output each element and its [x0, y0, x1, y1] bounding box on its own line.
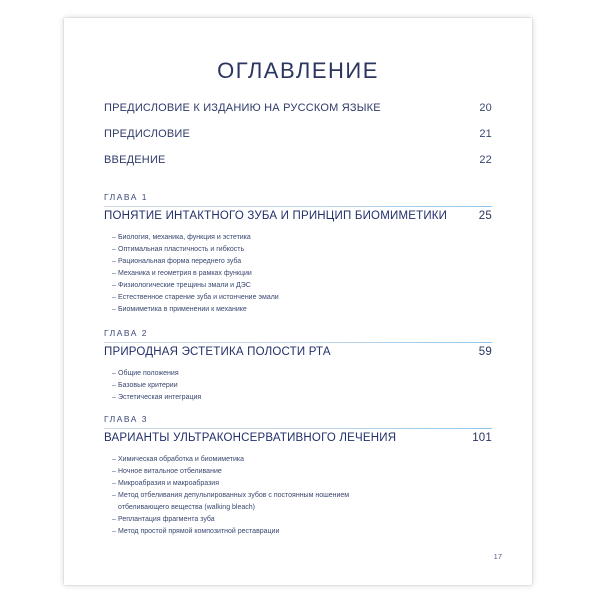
list-item[interactable]: – Естественное старение зуба и истончение эмали: [112, 294, 279, 301]
list-item[interactable]: – Рациональная форма переднего зуба: [112, 258, 242, 265]
list-item[interactable]: – Ночное витальное отбеливание: [112, 468, 222, 475]
list-item[interactable]: – Оптимальная пластичность и гибкость: [112, 246, 245, 253]
chapter-divider: [104, 342, 492, 343]
page-title: ОГЛАВЛЕНИЕ: [217, 58, 379, 83]
toc-entry-page: 22: [479, 154, 492, 166]
chapter-title-row[interactable]: [104, 346, 492, 358]
chapter-label: ГЛАВА 1: [104, 192, 149, 202]
chapter-divider: [104, 206, 492, 207]
chapter-section-list: [112, 368, 492, 404]
chapter-title: ВАРИАНТЫ УЛЬТРАКОНСЕРВАТИВНОГО ЛЕЧЕНИЯ: [104, 432, 397, 444]
chapter-2: [104, 328, 492, 404]
chapter-page: 25: [478, 210, 492, 222]
toc-entry-foreword[interactable]: [104, 128, 492, 140]
list-item[interactable]: – Биология, механика, функция и эстетика: [112, 234, 251, 241]
chapter-section-list: [112, 454, 492, 538]
chapter-label: ГЛАВА 2: [104, 328, 149, 338]
toc-entry-page: 21: [479, 128, 492, 140]
document-page: [64, 18, 532, 585]
toc-entry-label: ВВЕДЕНИЕ: [104, 154, 166, 166]
list-item[interactable]: – Общие положения: [112, 370, 179, 377]
toc-entry-label: ПРЕДИСЛОВИЕ: [104, 128, 191, 140]
chapter-title-row[interactable]: [104, 210, 492, 222]
chapter-3: [104, 414, 492, 538]
list-item[interactable]: – Механика и геометрия в рамках функции: [112, 270, 252, 277]
list-item[interactable]: отбеливающего вещества (walking bleach): [118, 504, 255, 511]
list-item[interactable]: – Эстетическая интеграция: [112, 394, 202, 401]
chapter-section-list: [112, 232, 492, 316]
list-item[interactable]: – Метод простой прямой композитной реставрации: [112, 528, 280, 535]
list-item[interactable]: – Биомиметика в применении к механике: [112, 306, 247, 313]
chapter-page: 59: [478, 346, 492, 358]
list-item[interactable]: – Химическая обработка и биомиметика: [112, 456, 244, 463]
toc-entry-page: 20: [479, 102, 492, 114]
list-item[interactable]: – Базовые критерии: [112, 382, 178, 389]
list-item[interactable]: – Реплантация фрагмента зуба: [112, 516, 215, 523]
chapter-title-row[interactable]: [104, 432, 492, 444]
chapter-divider: [104, 428, 492, 429]
chapter-page: 101: [472, 432, 492, 444]
toc-entry-label: ПРЕДИСЛОВИЕ К ИЗДАНИЮ НА РУССКОМ ЯЗЫКЕ: [104, 102, 381, 114]
toc-entry-introduction[interactable]: [104, 154, 492, 166]
chapter-title: ПРИРОДНАЯ ЭСТЕТИКА ПОЛОСТИ РТА: [104, 346, 331, 358]
chapter-1: [104, 192, 492, 316]
toc-entry-foreword-russian[interactable]: [104, 102, 492, 114]
chapter-title: ПОНЯТИЕ ИНТАКТНОГО ЗУБА И ПРИНЦИП БИОМИМЕТИКИ: [104, 210, 448, 222]
chapter-label: ГЛАВА 3: [104, 414, 149, 424]
list-item[interactable]: – Физиологические трещины эмали и ДЭС: [112, 282, 251, 289]
list-item[interactable]: – Метод отбеливания депульпированных зубов с постоянным ношением: [112, 492, 350, 499]
page-number: 17: [493, 552, 502, 561]
list-item[interactable]: – Микроабразия и макроабразия: [112, 480, 219, 487]
